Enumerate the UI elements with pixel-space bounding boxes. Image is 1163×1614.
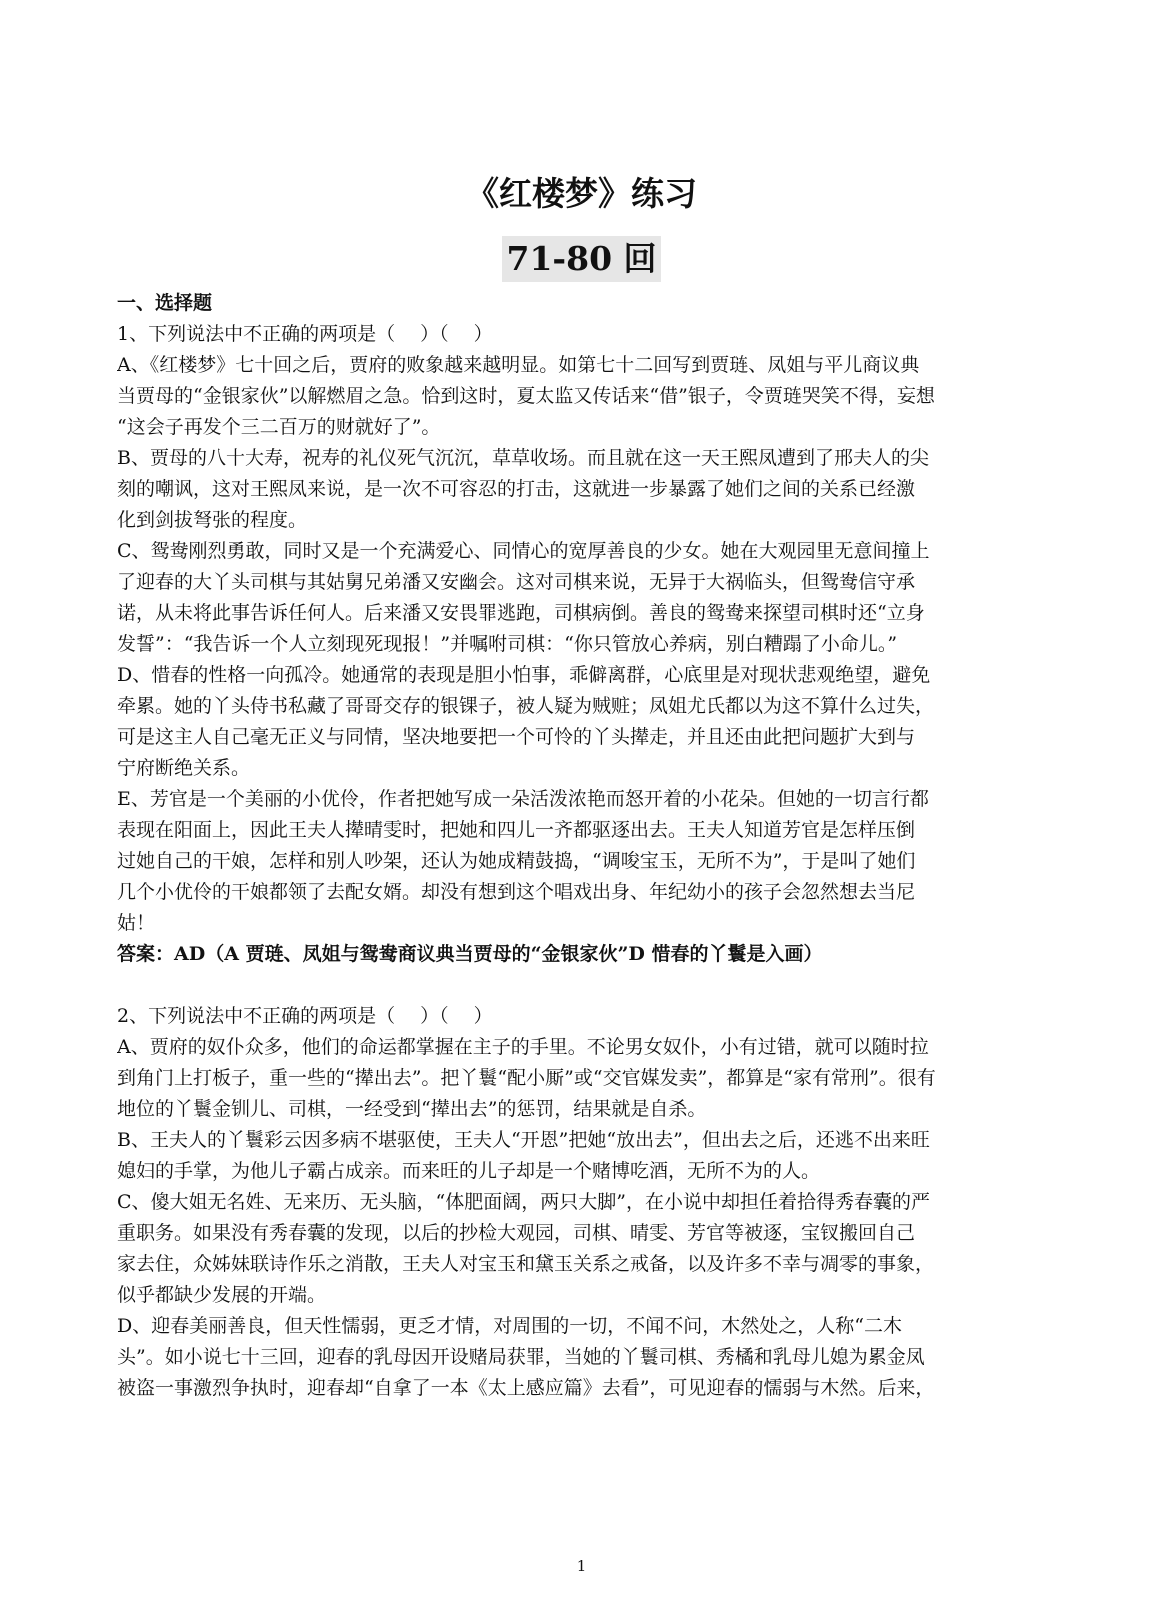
section-heading: 一、选择题 xyxy=(117,292,213,314)
option-line: “这会子再发个三二百万的财就好了”。 xyxy=(117,416,441,438)
question-1-option-c xyxy=(117,536,1052,660)
option-line: 刻的嘲讽，这对王熙凤来说，是一次不可容忍的打击，这就进一步暴露了她们之间的关系已经激 xyxy=(117,478,916,500)
option-line: C、鸳鸯刚烈勇敢，同时又是一个充满爱心、同情心的宽厚善良的少女。她在大观园里无意间撞上 xyxy=(117,540,930,562)
question-2-stem: 2、下列说法中不正确的两项是（ ）（ ） xyxy=(117,1005,493,1027)
question-2-option-d xyxy=(117,1311,1052,1404)
document-body xyxy=(117,288,1052,1404)
option-line: B、王夫人的丫鬟彩云因多病不堪驱使，王夫人“开恩”把她“放出去”，但出去之后，还逃不出来旺 xyxy=(117,1129,930,1151)
option-line: 表现在阳面上，因此王夫人撵晴雯时，把她和四儿一齐都驱逐出去。王夫人知道芳官是怎样压倒 xyxy=(117,819,916,841)
option-line: 过她自己的干娘，怎样和别人吵架，还认为她成精鼓捣，“调唆宝玉，无所不为”，于是叫了她们 xyxy=(117,850,916,872)
question-1-option-d xyxy=(117,660,1052,784)
option-line: C、傻大姐无名姓、无来历、无头脑，“体肥面阔，两只大脚”，在小说中却担任着拾得秀春囊的严 xyxy=(117,1191,930,1213)
question-1-stem: 1、下列说法中不正确的两项是（ ）（ ） xyxy=(117,323,493,345)
question-2-option-c xyxy=(117,1187,1052,1311)
option-line: 诺，从未将此事告诉任何人。后来潘又安畏罪逃跑，司棋病倒。善良的鸳鸯来探望司棋时还“立身 xyxy=(117,602,925,624)
question-2-option-b xyxy=(117,1125,1052,1187)
option-line: A、《红楼梦》七十回之后，贾府的败象越来越明显。如第七十二回写到贾琏、凤姐与平儿商议典 xyxy=(117,354,920,376)
option-line: 家去住，众姊妹联诗作乐之消散，王夫人对宝玉和黛玉关系之戒备，以及许多不幸与凋零的事象， xyxy=(117,1253,935,1275)
question-1-answer: 答案：AD（A 贾琏、凤姐与鸳鸯商议典当贾母的“金银家伙”D 惜春的丫鬟是入画） xyxy=(117,943,823,965)
option-line: 被盗一事激烈争执时，迎春却“自拿了一本《太上感应篇》去看”，可见迎春的懦弱与木然。后来， xyxy=(117,1377,935,1399)
option-line: 发誓”：“我告诉一个人立刻现死现报！”并嘱咐司棋：“你只管放心养病，别白糟蹋了小命儿。” xyxy=(117,633,898,655)
chapter-range-subtitle: 71-80 回 xyxy=(502,236,660,282)
option-line: D、惜春的性格一向孤冷。她通常的表现是胆小怕事，乖僻离群，心底里是对现状悲观绝望，避免 xyxy=(117,664,931,686)
option-line: A、贾府的奴仆众多，他们的命运都掌握在主子的手里。不论男女奴仆，小有过错，就可以随时拉 xyxy=(117,1036,929,1058)
question-1-option-b xyxy=(117,443,1052,536)
option-line: 当贾母的“金银家伙”以解燃眉之急。恰到这时，夏太监又传话来“借”银子，令贾琏哭笑不得，妄想 xyxy=(117,385,935,407)
option-line: 姑！ xyxy=(117,912,156,934)
option-line: 几个小优伶的干娘都领了去配女婿。却没有想到这个唱戏出身、年纪幼小的孩子会忽然想去当尼 xyxy=(117,881,916,903)
option-line: 头”。如小说七十三回，迎春的乳母因开设赌局获罪，当她的丫鬟司棋、秀橘和乳母儿媳为累金凤 xyxy=(117,1346,925,1368)
page-number: 1 xyxy=(576,1557,587,1575)
question-1-option-a xyxy=(117,350,1052,443)
option-line: B、贾母的八十大寿，祝寿的礼仪死气沉沉，草草收场。而且就在这一天王熙凤遭到了邢夫人的尖 xyxy=(117,447,929,469)
option-line: 地位的丫鬟金钏儿、司棋，一经受到“撵出去”的惩罚，结果就是自杀。 xyxy=(117,1098,707,1120)
question-2-option-a xyxy=(117,1032,1052,1125)
option-line: 了迎春的大丫头司棋与其姑舅兄弟潘又安幽会。这对司棋来说，无异于大祸临头，但鸳鸯信守承 xyxy=(117,571,916,593)
option-line: 可是这主人自己毫无正义与同情，坚决地要把一个可怜的丫头撵走，并且还由此把问题扩大到与 xyxy=(117,726,916,748)
option-line: 媳妇的手掌，为他儿子霸占成亲。而来旺的儿子却是一个赌博吃酒，无所不为的人。 xyxy=(117,1160,821,1182)
document-title: 《红楼梦》练习 xyxy=(466,174,697,213)
question-1-option-e xyxy=(117,784,1052,939)
option-line: 重职务。如果没有秀春囊的发现，以后的抄检大观园，司棋、晴雯、芳官等被逐，宝钗搬回自己 xyxy=(117,1222,916,1244)
option-line: 牵累。她的丫头侍书私藏了哥哥交存的银锞子，被人疑为贼赃；凤姐尤氏都以为这不算什么过失， xyxy=(117,695,935,717)
option-line: E、芳官是一个美丽的小优伶，作者把她写成一朵活泼浓艳而怒开着的小花朵。但她的一切言行都 xyxy=(117,788,929,810)
subtitle-container xyxy=(0,236,1163,282)
option-line: 宁府断绝关系。 xyxy=(117,757,251,779)
option-line: D、迎春美丽善良，但天性懦弱，更乏才情，对周围的一切，不闻不问，木然处之，人称“二木 xyxy=(117,1315,902,1337)
option-line: 化到剑拔弩张的程度。 xyxy=(117,509,308,531)
spacer xyxy=(117,970,1052,1001)
option-line: 似乎都缺少发展的开端。 xyxy=(117,1284,327,1306)
option-line: 到角门上打板子，重一些的“撵出去”。把丫鬟“配小厮”或“交官媒发卖”，都算是“家有常刑”。很有 xyxy=(117,1067,936,1089)
